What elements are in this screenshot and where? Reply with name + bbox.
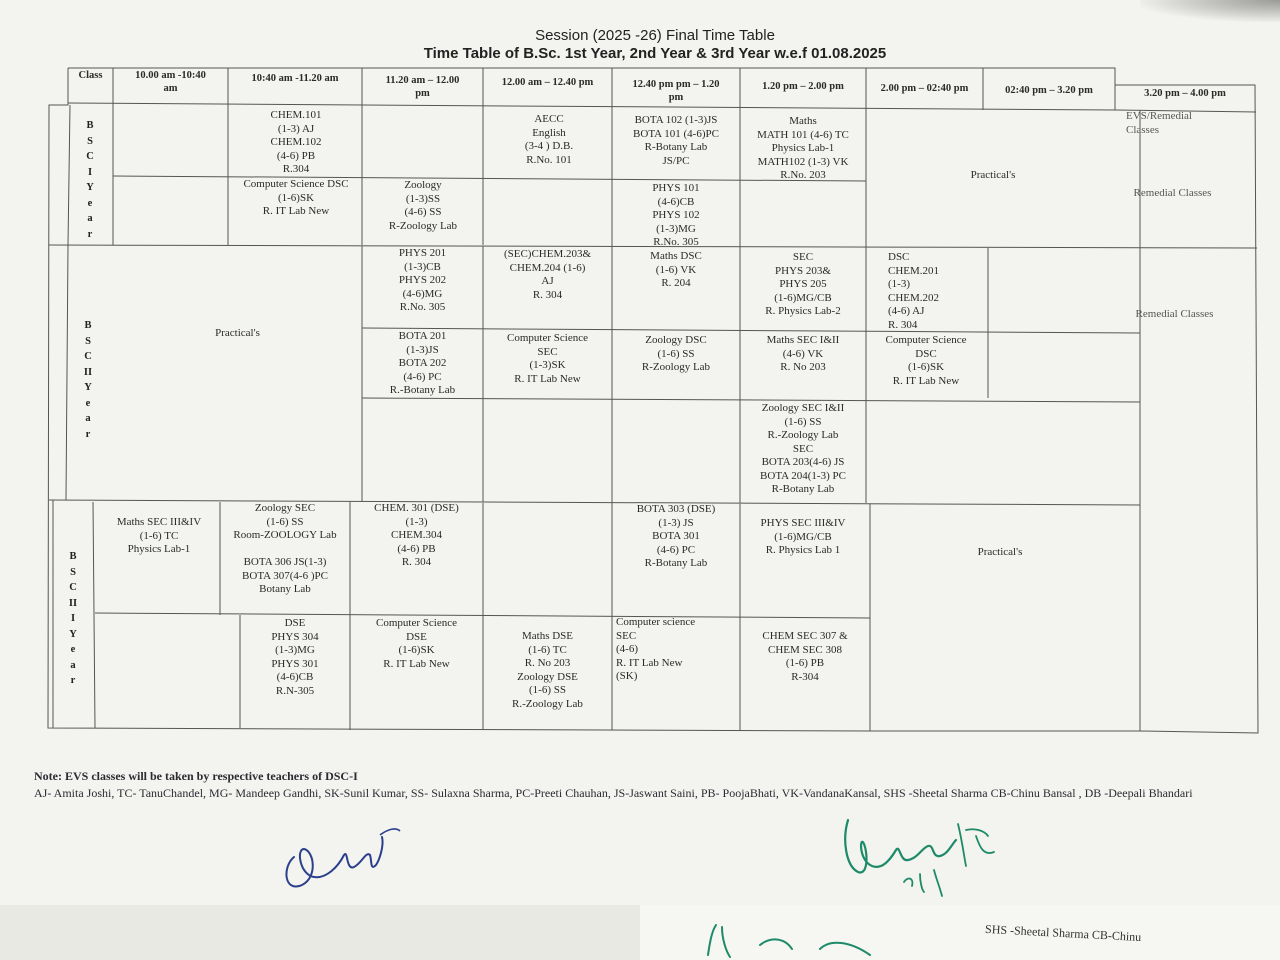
y3-slot2-zoology-bota: Zoology SEC (1-6) SS Room-ZOOLOGY Lab BOTA 306 JS(1-3) BOTA 307(4-6 )PC Botany Lab xyxy=(233,502,337,595)
y3-slot3-chem: CHEM. 301 (DSE) (1-3) CHEM.304 (4-6) PB R. 304 xyxy=(374,502,459,568)
y2-slot4-chem-sec: (SEC)CHEM.203& CHEM.204 (1-6) AJ R. 304 xyxy=(503,248,592,301)
y1-practicals: Practical's xyxy=(970,169,1016,181)
y3-slot6-chem-sec: CHEM SEC 307 & CHEM SEC 308 (1-6) PB R-304 xyxy=(762,630,848,683)
y2-slot6-zoology-bota-sec: Zoology SEC I&II (1-6) SS R.-Zoology Lab SEC BOTA 203(4-6) JS BOTA 204(1-3) PC R-Botany Lab xyxy=(760,402,846,495)
y1-slot2-chem: CHEM.101 (1-3) AJ CHEM.102 (4-6) PB R.304 xyxy=(270,109,322,175)
corner-shadow xyxy=(1140,0,1280,22)
y1-slot3-zoology: Zoology (1-3)SS (4-6) SS R-Zoology Lab xyxy=(388,179,458,232)
header-slot-5: 12.40 pm pm – 1.20 pm xyxy=(632,79,720,103)
header-slot-2: 10:40 am -11.20 am xyxy=(251,73,339,84)
y3-slot5-bota: BOTA 303 (DSE) (1-3) JS BOTA 301 (4-6) PC R-Botany Lab xyxy=(636,503,716,569)
y3-slot1-maths-sec: Maths SEC III&IV (1-6) TC Physics Lab-1 xyxy=(116,516,202,555)
y3-practicals: Practical's xyxy=(977,546,1023,558)
y1-slot2-cs: Computer Science DSC (1-6)SK R. IT Lab New xyxy=(243,178,349,217)
header-slot-1: 10.00 am -10:40 am xyxy=(135,70,206,94)
y1-slot5-phys: PHYS 101 (4-6)CB PHYS 102 (1-3)MG R.No. 305 xyxy=(652,182,700,248)
y3-slot6-phys-sec: PHYS SEC III&IV (1-6)MG/CB R. Physics Lab 1 xyxy=(760,517,846,556)
header-slot-6: 1.20 pm – 2.00 pm xyxy=(762,81,844,92)
y3-slot3-cs-dse: Computer Science DSE (1-6)SK R. IT Lab New xyxy=(376,617,457,670)
y2-slot7-dsc-text: DSC CHEM.201 (1-3) CHEM.202 (4-6) AJ R. 304 xyxy=(888,251,940,331)
year-label-2: B S C II Y e a r xyxy=(83,320,93,440)
y3-slot4-maths-zoology-dse: Maths DSE (1-6) TC R. No 203 Zoology DSE (1-6) SS R.-Zoology Lab xyxy=(512,630,583,710)
y2-practicals: Practical's xyxy=(215,327,260,339)
y1-remedial: Remedial Classes xyxy=(1133,187,1212,199)
year-label-1: B S C I Y e a r xyxy=(86,120,94,240)
y3-slot2-phys-dse: DSE PHYS 304 (1-3)MG PHYS 301 (4-6)CB R.N-305 xyxy=(271,617,319,697)
y2-slot6-maths-sec: Maths SEC I&II (4-6) VK R. No 203 xyxy=(766,334,840,373)
signature-blue-icon xyxy=(280,815,420,905)
y1-evs-remedial: EVS/Remedial Classes xyxy=(1126,110,1192,136)
y2-slot3-phys: PHYS 201 (1-3)CB PHYS 202 (4-6)MG R.No. 305 xyxy=(398,247,447,313)
header-slot-4: 12.00 am – 12.40 pm xyxy=(501,77,594,88)
signature-green-icon xyxy=(838,800,1018,910)
note-evs: Note: EVS classes will be taken by respective teachers of DSC-I xyxy=(34,769,358,783)
header-slot-3: 11.20 am – 12.00 pm xyxy=(385,75,460,99)
signature-fragment-icon xyxy=(700,915,900,960)
footer-fragment: SHS -Sheetal Sharma CB-Chinu xyxy=(984,921,1142,945)
y1-slot5-bota: BOTA 102 (1-3)JS BOTA 101 (4-6)PC R-Botany Lab JS/PC xyxy=(633,114,719,167)
teacher-legend: AJ- Amita Joshi, TC- TanuChandel, MG- Mandeep Gandhi, SK-Sunil Kumar, SS- Sulaxna Sharma, PC-Preeti Chauhan, JS-Jaswant Saini, PB- PoojaBhati, VK-VandanaKansal, SHS -Sheetal Sharma CB-Chinu Bansal , DB -Deepali Bhandari xyxy=(34,786,1193,800)
y2-slot7-cs-dsc: Computer Science DSC (1-6)SK R. IT Lab New xyxy=(885,334,967,387)
header-class: Class xyxy=(78,70,103,81)
title-timetable: Time Table of B.Sc. 1st Year, 2nd Year & 3rd Year w.e.f 01.08.2025 xyxy=(423,45,887,62)
header-slot-7: 2.00 pm – 02:40 pm xyxy=(880,83,969,94)
y3-slot5-cs-sec xyxy=(616,616,740,684)
y2-slot6-phys-sec: SEC PHYS 203& PHYS 205 (1-6)MG/CB R. Physics Lab-2 xyxy=(765,251,841,317)
year-label-3: B S C II I Y e a r xyxy=(68,551,78,686)
y2-slot7-dsc xyxy=(866,251,990,332)
y2-slot5-maths: Maths DSC (1-6) VK R. 204 xyxy=(650,250,702,289)
y1-slot4-aecc: AECC English (3-4 ) D.B. R.No. 101 xyxy=(524,113,574,166)
y1-slot6-maths: Maths MATH 101 (4-6) TC Physics Lab-1 MATH102 (1-3) VK R.No. 203 xyxy=(757,115,849,181)
y2-remedial: Remedial Classes xyxy=(1135,308,1214,320)
y3-slot5-cs-sec-text: Computer science SEC (4-6) R. IT Lab New (SK) xyxy=(616,616,696,682)
header-slot-9: 3.20 pm – 4.00 pm xyxy=(1144,88,1226,99)
header-slot-8: 02:40 pm – 3.20 pm xyxy=(1005,85,1093,96)
y2-slot3-bota: BOTA 201 (1-3)JS BOTA 202 (4-6) PC R.-Botany Lab xyxy=(389,330,456,396)
y2-slot5-zoology: Zoology DSC (1-6) SS R-Zoology Lab xyxy=(641,334,711,373)
y2-slot4-cs-sec: Computer Science SEC (1-3)SK R. IT Lab New xyxy=(507,332,588,385)
title-session: Session (2025 -26) Final Time Table xyxy=(535,27,775,44)
